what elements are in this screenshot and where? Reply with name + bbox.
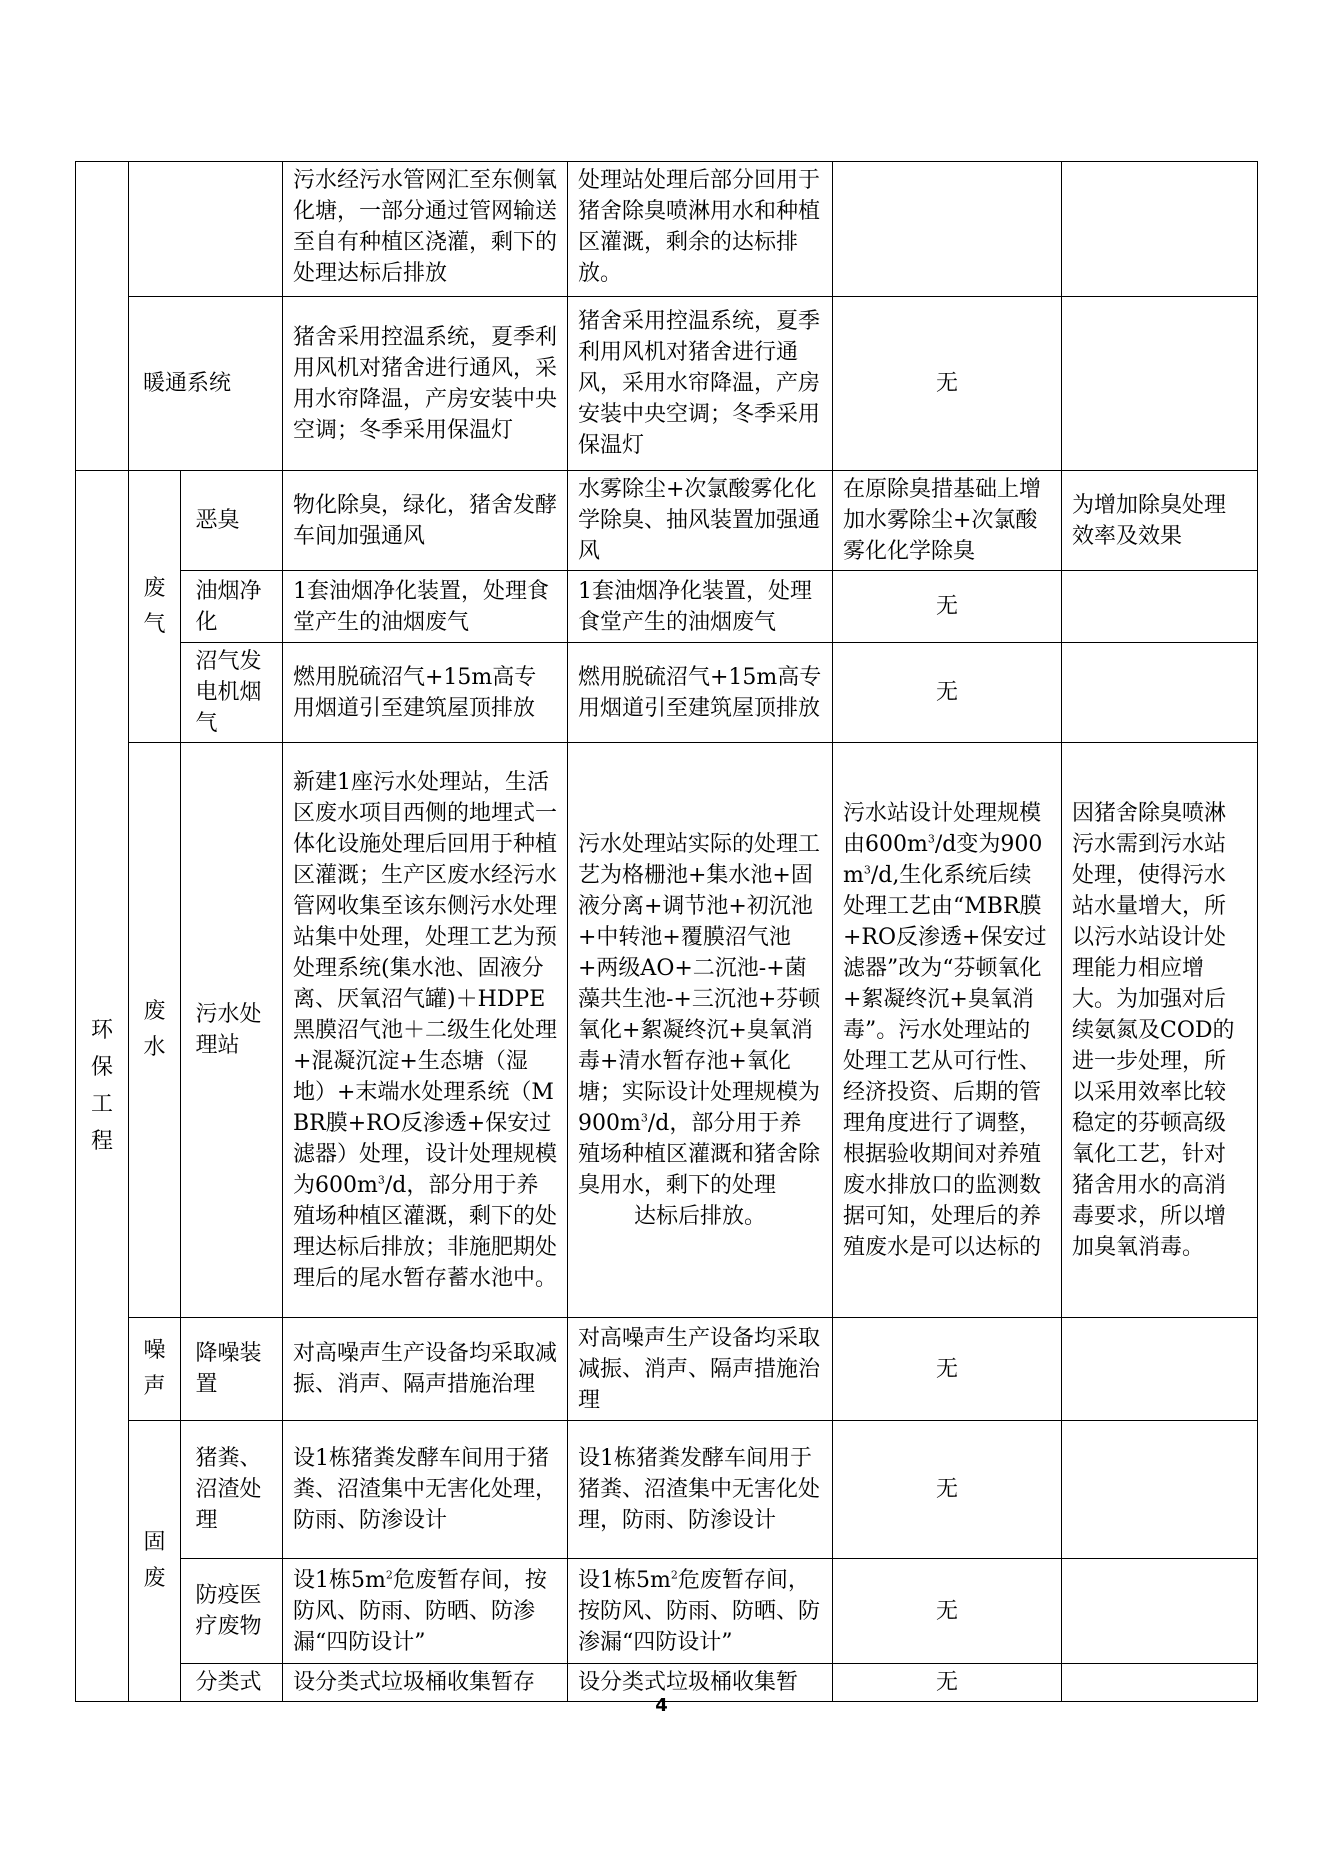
cell-item: 防疫医疗废物 <box>181 1559 283 1664</box>
category-env-protection: 环保工程 <box>76 471 129 1702</box>
cell-reason: 因猪舍除臭喷淋污水需到污水站处理，使得污水站水量增大，所以污水站设计处理能力相应增大。为加强对后续氨氮及COD的进一步处理，所以采用效率比较稳定的芬顿高级氧化工艺，针对猪舍用水的高消毒要求，所以增加臭氧消毒。 <box>1062 743 1258 1318</box>
table-row <box>76 297 1258 471</box>
cell-reason <box>1062 1559 1258 1664</box>
cell-item: 沼气发电机烟气 <box>181 643 283 743</box>
cell-actual: 处理站处理后部分回用于猪舍除臭喷淋用水和种植区灌溉，剩余的达标排放。 <box>568 162 833 297</box>
cell-original: 1套油烟净化装置，处理食堂产生的油烟废气 <box>283 571 568 643</box>
table-row <box>76 1559 1258 1664</box>
blank-item-cell <box>129 162 283 297</box>
environmental-change-table <box>75 161 1258 1702</box>
cell-original: 物化除臭，绿化，猪舍发酵车间加强通风 <box>283 471 568 571</box>
cell-reason <box>1062 571 1258 643</box>
cell-actual: 1套油烟净化装置，处理食堂产生的油烟废气 <box>568 571 833 643</box>
cell-actual: 污水处理站实际的处理工艺为格栅池+集水池+固液分离+调节池+初沉池+中转池+覆膜沼气池+两级AO+二沉池-+菌藻共生池-+三沉池+芬顿氧化+絮凝终沉+臭氧消毒+清水暂存池+氧化塘；实际设计处理规模为$900m^3/d$，部分用于养殖场种植区灌溉和猪舍除臭用水，剩下的处理 达标后排放。 <box>568 743 833 1318</box>
cell-actual: 对高噪声生产设备均采取减振、消声、隔声措施治理 <box>568 1318 833 1421</box>
cell-item: 猪粪、沼渣处理 <box>181 1421 283 1559</box>
cell-change: 在原除臭措基础上增加水雾除尘+次氯酸雾化化学除臭 <box>833 471 1062 571</box>
cell-reason <box>1062 162 1258 297</box>
cell-actual: 水雾除尘+次氯酸雾化化学除臭、抽风装置加强通风 <box>568 471 833 571</box>
cell-change <box>833 162 1062 297</box>
cell-original: 对高噪声生产设备均采取减振、消声、隔声措施治理 <box>283 1318 568 1421</box>
cell-original: 设1栋猪粪发酵车间用于猪粪、沼渣集中无害化处理，防雨、防渗设计 <box>283 1421 568 1559</box>
cell-reason <box>1062 643 1258 743</box>
cell-item: 降噪装置 <box>181 1318 283 1421</box>
subcategory-noise: 噪声 <box>129 1318 181 1421</box>
cell-change: 无 <box>833 1318 1062 1421</box>
subcategory-waste-water: 废水 <box>129 743 181 1318</box>
cell-original: 猪舍采用控温系统，夏季利用风机对猪舍进行通风，采用水帘降温，产房安装中央空调；冬季采用保温灯 <box>283 297 568 471</box>
cell-original: 污水经污水管网汇至东侧氧化塘，一部分通过管网输送至自有种植区浇灌，剩下的处理达标后排放 <box>283 162 568 297</box>
cell-change: 无 <box>833 1664 1062 1702</box>
table-row <box>76 1318 1258 1421</box>
cell-change: 无 <box>833 1421 1062 1559</box>
cell-item: 油烟净化 <box>181 571 283 643</box>
cell-change: 无 <box>833 571 1062 643</box>
cell-actual: 设1栋$5m^2$危废暂存间，按防风、防雨、防晒、防渗漏“四防设计” <box>568 1559 833 1664</box>
cell-item: 分类式 <box>181 1664 283 1702</box>
cell-change: 无 <box>833 1559 1062 1664</box>
cell-actual: 燃用脱硫沼气+15m高专用烟道引至建筑屋顶排放 <box>568 643 833 743</box>
cell-change: 无 <box>833 297 1062 471</box>
cell-actual: 猪舍采用控温系统，夏季利用风机对猪舍进行通风，采用水帘降温，产房安装中央空调；冬季采用保温灯 <box>568 297 833 471</box>
cell-original: 新建1座污水处理站，生活区废水项目西侧的地埋式一体化设施处理后回用于种植区灌溉；生产区废水经污水管网收集至该东侧污水处理站集中处理，处理工艺为预处理系统(集水池、固液分离、厌氧沼气罐)＋HDPE黑膜沼气池＋二级生化处理+混凝沉淀+生态塘（湿地）+末端水处理系统（MBR膜+RO反渗透+保安过滤器）处理，设计处理规模为$600m^3/d$，部分用于养殖场种植区灌溉，剩下的处理达标后排放；非施肥期处理后的尾水暂存蓄水池中。 <box>283 743 568 1318</box>
table-row <box>76 1421 1258 1559</box>
cell-original: 燃用脱硫沼气+15m高专用烟道引至建筑屋顶排放 <box>283 643 568 743</box>
subcategory-solid-waste: 固废 <box>129 1421 181 1702</box>
cell-change: 无 <box>833 643 1062 743</box>
table-row <box>76 471 1258 571</box>
cell-reason <box>1062 297 1258 471</box>
cell-actual: 设分类式垃圾桶收集暂 <box>568 1664 833 1702</box>
cell-item: 恶臭 <box>181 471 283 571</box>
cell-original: 设1栋$5m^2$危废暂存间，按防风、防雨、防晒、防渗漏“四防设计” <box>283 1559 568 1664</box>
cell-item: 暖通系统 <box>129 297 283 471</box>
page-number: 4 <box>655 1695 668 1716</box>
blank-category-cell <box>76 162 129 471</box>
cell-reason: 为增加除臭处理效率及效果 <box>1062 471 1258 571</box>
cell-reason <box>1062 1318 1258 1421</box>
cell-original: 设分类式垃圾桶收集暂存 <box>283 1664 568 1702</box>
table-row <box>76 571 1258 643</box>
subcategory-waste-gas: 废气 <box>129 471 181 743</box>
table-row <box>76 743 1258 1318</box>
cell-reason <box>1062 1421 1258 1559</box>
table-row <box>76 643 1258 743</box>
cell-change: 污水站设计处理规模由$600m^3/d$变为$900m^3/d$,生化系统后续处理工艺由“MBR膜+RO反渗透+保安过滤器”改为“芬顿氧化+絮凝终沉+臭氧消毒”。污水处理站的处理工艺从可行性、经济投资、后期的管理角度进行了调整，根据验收期间对养殖废水排放口的监测数据可知，处理后的养殖废水是可以达标的 <box>833 743 1062 1318</box>
table-row <box>76 162 1258 297</box>
cell-actual: 设1栋猪粪发酵车间用于猪粪、沼渣集中无害化处理，防雨、防渗设计 <box>568 1421 833 1559</box>
cell-item: 污水处理站 <box>181 743 283 1318</box>
